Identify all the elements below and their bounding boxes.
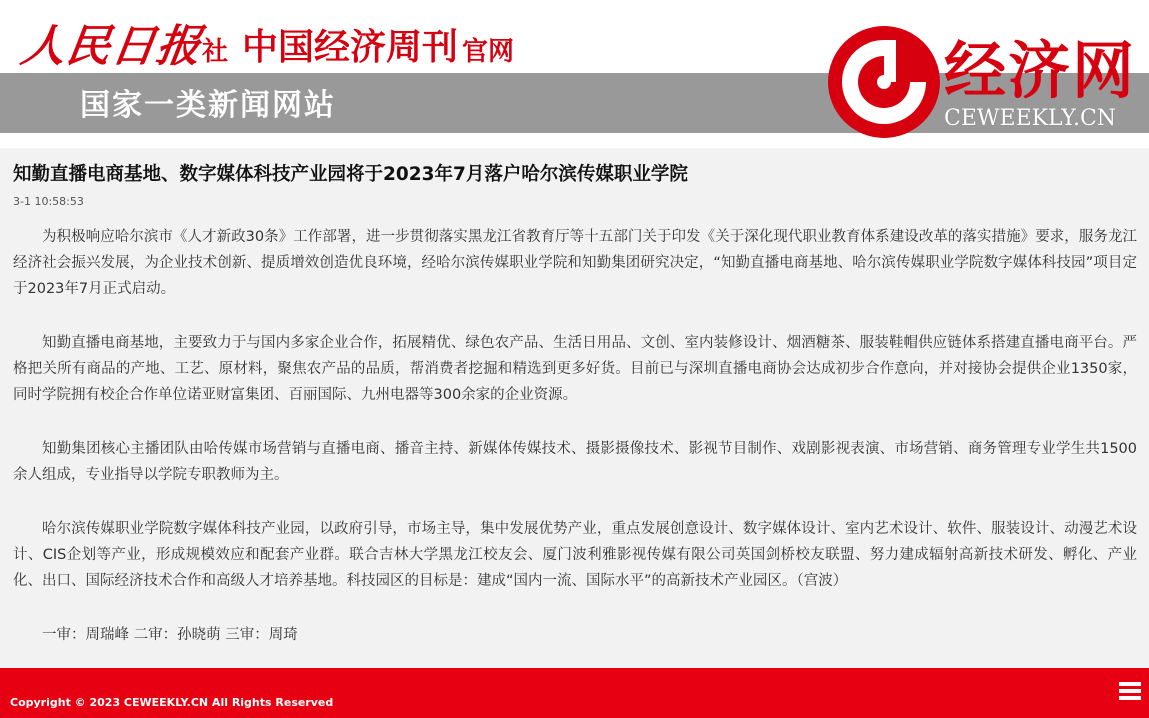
hamburger-menu-icon[interactable]	[1119, 682, 1141, 704]
menu-bar	[1119, 682, 1141, 686]
article-paragraph: 知勤集团核心主播团队由哈传媒市场营销与直播电商、播音主持、新媒体传媒技术、摄影摄像技术、影视节目制作、戏剧影视表演、市场营销、商务管理专业学生共1500余人组成，专业指导以学院专职教师为主。	[13, 441, 1137, 483]
menu-bar	[1119, 689, 1141, 693]
header-slogan: 国家一类新闻网站	[80, 88, 336, 123]
article-body	[13, 224, 1137, 676]
site-header	[0, 0, 1149, 148]
article-paragraph: 知勤直播电商基地，主要致力于与国内多家企业合作，拓展精优、绿色农产品、生活日用品、文创、室内装修设计、烟酒糖茶、服装鞋帽供应链体系搭建直播电商平台。严格把关所有商品的产地、工艺、原材料，聚焦农产品的品质，帮消费者挖掘和精选到更多好货。目前已与深圳直播电商协会达成初步合作意向，并对接协会提供企业1350家，同时学院拥有校企合作单位诺亚财富集团、百丽国际、九州电器等300余家的企业资源。	[13, 335, 1137, 403]
peoples-daily-logo: 人民日报	[17, 21, 205, 72]
china-economic-weekly-logo: 中国经济周刊	[242, 26, 459, 68]
copyright-text: Copyright © 2023 CEWEEKLY.CN All Rights Reserved	[10, 696, 334, 709]
article-container	[0, 148, 1149, 668]
site-footer	[0, 668, 1149, 718]
article-paragraph: 哈尔滨传媒职业学院数字媒体科技产业园，以政府引导，市场主导，集中发展优势产业，重点发展创意设计、数字媒体设计、室内艺术设计、软件、服装设计、动漫艺术设计、CIS企划等产业，形成规模效应和配套产业群。联合吉林大学黑龙江校友会、厦门波利雅影视传媒有限公司英国剑桥校友联盟、努力建成辐射高新技术研发、孵化、产业化、出口、国际经济技术合作和高级人才培养基地。科技园区的目标是：建成“国内一流、国际水平”的高新技术产业园区。（宫波）	[13, 521, 1137, 589]
peoples-daily-she: 社	[202, 37, 229, 67]
brand-logo-link[interactable]	[17, 8, 515, 74]
article-title: 知勤直播电商基地、数字媒体科技产业园将于2023年7月落户哈尔滨传媒职业学院	[13, 164, 688, 185]
ceweekly-logo-text: 经济网	[944, 34, 1137, 107]
ceweekly-logo-icon	[828, 26, 940, 138]
article-paragraph: 为积极响应哈尔滨市《人才新政30条》工作部署，进一步贯彻落实黑龙江省教育厅等十五部门关于印发《关于深化现代职业教育体系建设改革的落实措施》要求，服务龙江经济社会振兴发展，为企业技术创新、提质增效创造优良环境，经哈尔滨传媒职业学院和知勤集团研究决定，“知勤直播电商基地、哈尔滨传媒职业学院数字媒体科技园”项目定于2023年7月正式启动。	[13, 229, 1137, 297]
ceweekly-logo-url: CEWEEKLY.CN	[944, 106, 1117, 131]
official-site-label: 官网	[462, 37, 515, 67]
article-timestamp: 3-1 10:58:53	[13, 195, 84, 208]
article-editors: 一审：周瑞峰 二审：孙晓萌 三审：周琦	[42, 627, 298, 643]
menu-bar	[1119, 696, 1141, 700]
